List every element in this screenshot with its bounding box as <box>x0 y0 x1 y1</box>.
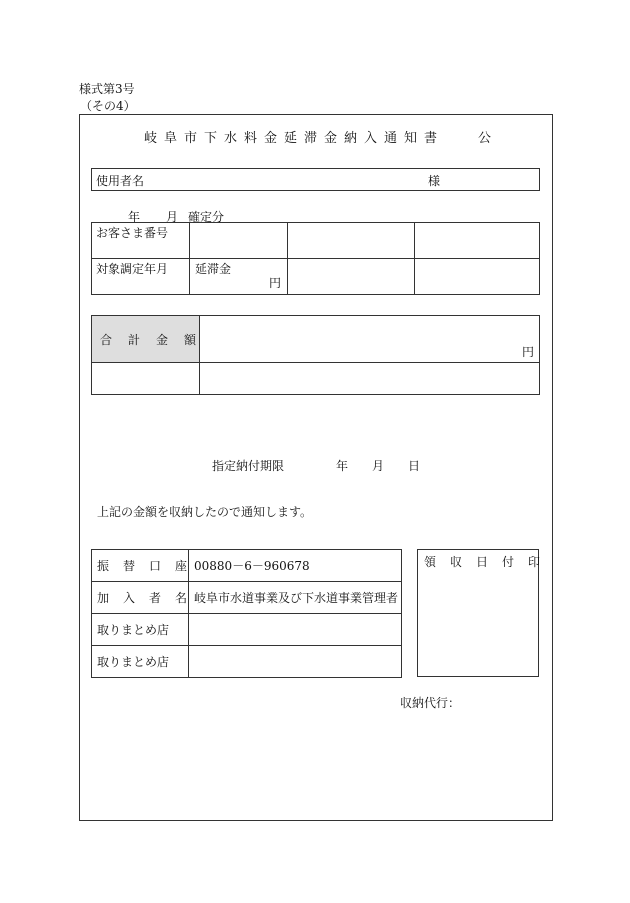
period-month: 月 <box>166 210 179 224</box>
user-name-suffix: 様 <box>428 174 441 188</box>
total-sub-cell-1 <box>92 363 200 395</box>
account-value: 00880－6－960678 <box>194 559 310 573</box>
agent-value-1 <box>189 614 402 646</box>
customer-number-cell-3 <box>415 223 540 259</box>
collection-agent: 収納代行： <box>400 696 461 710</box>
target-month-label: 対象調定年月 <box>96 262 169 276</box>
period-year: 年 <box>128 210 141 224</box>
customer-number-label: お客さま番号 <box>96 226 169 240</box>
late-fee-yen: 円 <box>268 276 281 290</box>
agent-value-2 <box>189 646 402 678</box>
title-mark: 公 <box>478 131 492 146</box>
total-yen: 円 <box>521 345 534 359</box>
transfer-table <box>91 549 402 678</box>
subscriber-label: 加 入 者 名 <box>97 591 189 605</box>
total-sub-cell-2 <box>200 363 540 395</box>
deadline-day: 日 <box>408 459 421 473</box>
deadline-month: 月 <box>372 459 385 473</box>
form-subnumber: （その4） <box>80 99 136 113</box>
total-table <box>91 315 540 395</box>
document-title: 岐阜市下水料金延滞金納入通知書 <box>144 131 445 146</box>
detail-table <box>91 222 540 295</box>
late-fee-cell-3 <box>415 259 540 295</box>
subscriber-value: 岐阜市水道事業及び下水道事業管理者 <box>194 591 399 605</box>
customer-number-cell-2 <box>288 223 415 259</box>
deadline-label: 指定納付期限 <box>212 459 285 473</box>
account-label: 振 替 口 座 <box>97 559 189 573</box>
form-frame <box>79 114 553 821</box>
receipt-stamp-label: 領 収 日 付 印 <box>424 555 542 569</box>
form-number: 様式第3号 <box>79 82 135 96</box>
agent-label-1: 取りまとめ店 <box>97 623 170 637</box>
user-name-label: 使用者名 <box>96 174 145 188</box>
user-name-box <box>91 168 540 191</box>
notice-text: 上記の金額を収納したので通知します。 <box>97 505 313 519</box>
customer-number-cell-1 <box>190 223 288 259</box>
late-fee-cell-2 <box>288 259 415 295</box>
deadline-year: 年 <box>336 459 349 473</box>
period-confirmed: 確定分 <box>188 210 225 224</box>
total-label: 合 計 金 額 <box>100 332 199 347</box>
agent-label-2: 取りまとめ店 <box>97 655 170 669</box>
late-fee-label: 延滞金 <box>195 262 232 276</box>
